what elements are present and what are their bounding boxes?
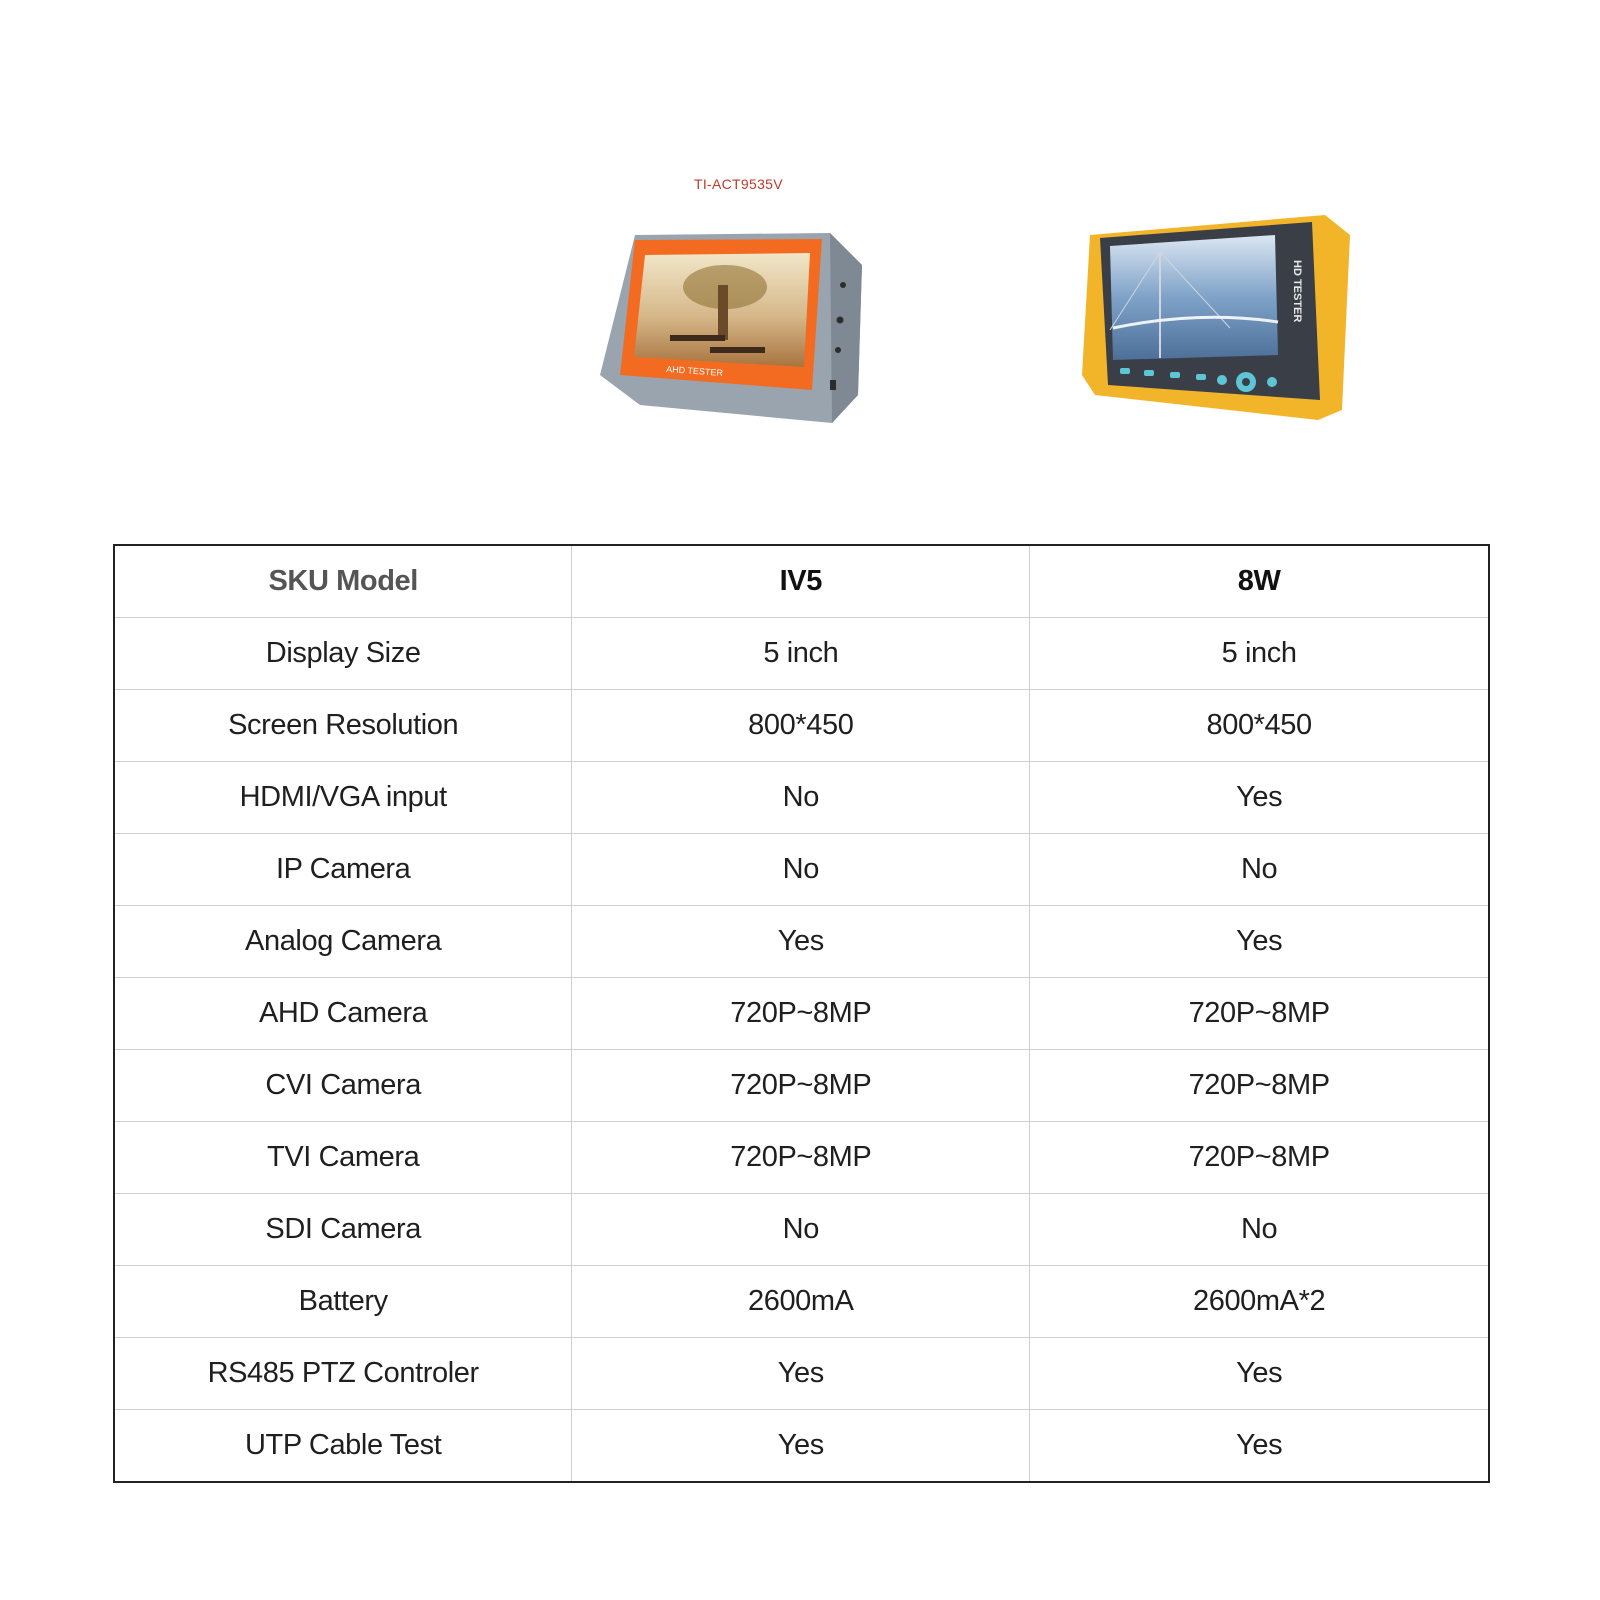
iv5-value: 720P~8MP — [572, 1050, 1030, 1122]
iv5-value: No — [572, 834, 1030, 906]
8w-value: 720P~8MP — [1030, 1050, 1489, 1122]
ahd-tester-device-image — [600, 225, 890, 435]
table-row — [114, 1410, 1489, 1483]
table-row — [114, 1194, 1489, 1266]
8w-value: Yes — [1030, 762, 1489, 834]
8w-value: Yes — [1030, 1338, 1489, 1410]
table-row — [114, 690, 1489, 762]
iv5-value: No — [572, 762, 1030, 834]
table-header-row — [114, 545, 1489, 618]
iv5-value: Yes — [572, 906, 1030, 978]
row-label: Screen Resolution — [114, 690, 572, 762]
8w-value: Yes — [1030, 1410, 1489, 1483]
row-label: CVI Camera — [114, 1050, 572, 1122]
product-caption: TI-ACT9535V — [694, 176, 783, 192]
row-label: HDMI/VGA input — [114, 762, 572, 834]
iv5-value: 720P~8MP — [572, 978, 1030, 1050]
row-label: TVI Camera — [114, 1122, 572, 1194]
header-8w: 8W — [1030, 545, 1489, 618]
header-sku-model: SKU Model — [268, 565, 418, 597]
8w-value: Yes — [1030, 906, 1489, 978]
table-row — [114, 618, 1489, 690]
table-row — [114, 978, 1489, 1050]
table-row — [114, 1050, 1489, 1122]
row-label: IP Camera — [114, 834, 572, 906]
iv5-value: 720P~8MP — [572, 1122, 1030, 1194]
8w-value: 720P~8MP — [1030, 978, 1489, 1050]
svg-text:HD TESTER: HD TESTER — [1291, 260, 1303, 323]
8w-value: 2600mA*2 — [1030, 1266, 1489, 1338]
iv5-value: 800*450 — [572, 690, 1030, 762]
8w-value: 720P~8MP — [1030, 1122, 1489, 1194]
svg-text:AHD TESTER: AHD TESTER — [665, 364, 724, 378]
8w-value: No — [1030, 1194, 1489, 1266]
row-label: Display Size — [114, 618, 572, 690]
iv5-value: 5 inch — [572, 618, 1030, 690]
row-label: Analog Camera — [114, 906, 572, 978]
table-row — [114, 834, 1489, 906]
row-label: RS485 PTZ Controler — [114, 1338, 572, 1410]
iv5-value: Yes — [572, 1338, 1030, 1410]
row-label: UTP Cable Test — [114, 1410, 572, 1483]
table-row — [114, 1266, 1489, 1338]
row-label: SDI Camera — [114, 1194, 572, 1266]
8w-value: 800*450 — [1030, 690, 1489, 762]
table-row — [114, 1338, 1489, 1410]
iv5-value: Yes — [572, 1410, 1030, 1483]
8w-value: No — [1030, 834, 1489, 906]
hd-tester-device-image — [1080, 210, 1360, 430]
header-iv5: IV5 — [572, 545, 1030, 618]
table-row — [114, 762, 1489, 834]
row-label: AHD Camera — [114, 978, 572, 1050]
spec-comparison-table — [113, 544, 1490, 1483]
table-row — [114, 906, 1489, 978]
iv5-value: 2600mA — [572, 1266, 1030, 1338]
table-row — [114, 1122, 1489, 1194]
row-label: Battery — [114, 1266, 572, 1338]
iv5-value: No — [572, 1194, 1030, 1266]
8w-value: 5 inch — [1030, 618, 1489, 690]
